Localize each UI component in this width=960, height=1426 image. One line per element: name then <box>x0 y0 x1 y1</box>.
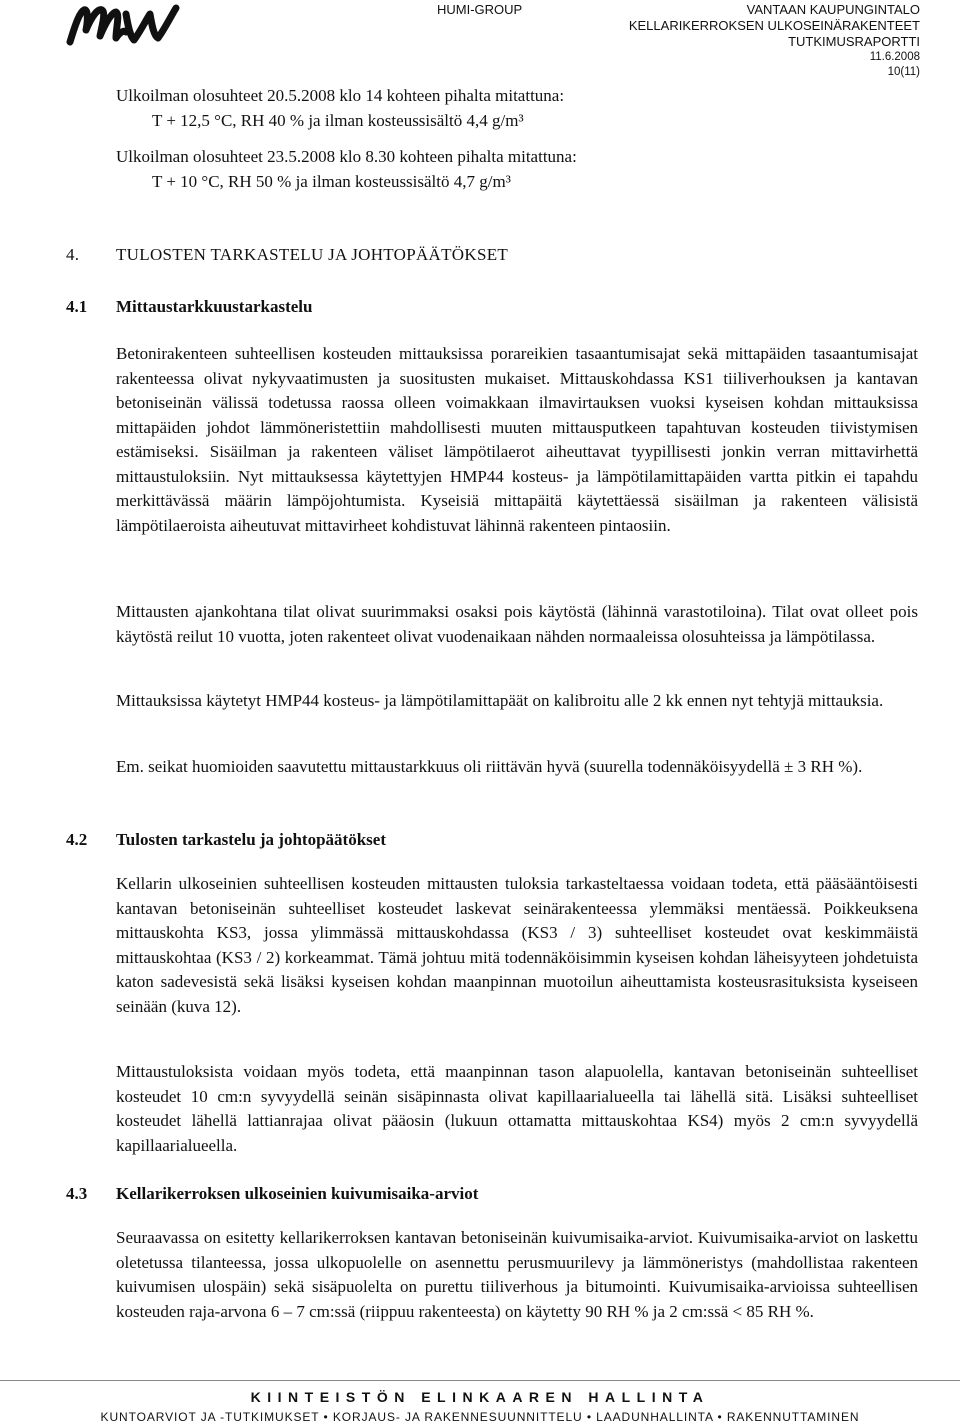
section-4-1-paragraph-2: Mittausten ajankohtana tilat olivat suurimmaksi osaksi pois käytöstä (lähinnä varastotiloina). Tilat ovat olleet pois käytöstä reilut 10 vuotta, joten rakenteet olivat vuodenaikaan nähden normaaleissa olosuhteissa ja lämpötilassa. <box>116 602 918 646</box>
conditions-1-line1: Ulkoilman olosuhteet 20.5.2008 klo 14 kohteen pihalta mitattuna: <box>116 86 565 105</box>
conditions-block-2 <box>116 145 918 194</box>
header-project: VANTAAN KAUPUNGINTALO <box>746 2 920 17</box>
section-4-3-paragraph-1: Seuraavassa on esitetty kellarikerroksen kantavan betoniseinän kuivumisaika-arviot. Kuivumisaika-arviot on laskettu oletetussa tilanteessa, jossa ulkopuolelle on asennettu perusmuurilevy ja lämmöneristys (mahdollistaa rakenteen kuivumisen ulospäin) sekä sisäpuolelta on purettu tiiliverhous ja bitumointi. Kuivumisaika-arvioissa suhteellisen kosteuden raja-arvona 6 – 7 cm:ssä (riippuu rakenteesta) on käytetty 90 RH % ja 2 cm:ssä < 85 RH %. <box>116 1228 918 1321</box>
header-date: 11.6.2008 <box>869 51 920 63</box>
section-4-2-paragraph-1: Kellarin ulkoseinien suhteellisen kosteuden mittausten tuloksia tarkasteltaessa voidaan todeta, että pääsääntöisesti kantavan betoniseinän suhteelliset kosteudet laskevat seinärakenteessa ylemmäksi mentäessä. Poikkeuksena mittauskohta KS3, jossa ylimmässä mittauskohdassa (KS3 / 3) suhteelliset kosteudet ovat keskimmäistä mittauskohtaa (KS3 / 2) korkeammat. Tämä johtuu mitä todennäköisimmin kyseisen kohdan läheisyyteen johdetuista katon sadevesistä sekä lisäksi kyseisen kohdan maanpinnan muotoilun aiheuttamista kosteusrasituksista kyseiseen seinään (kuva 12). <box>116 874 918 1016</box>
section-4-1-number: 4.1 <box>66 297 88 316</box>
section-4-1-paragraph-4: Em. seikat huomioiden saavutettu mittaustarkkuus oli riittävän hyvä (suurella todennäköisyydellä ± 3 RH %). <box>116 757 863 776</box>
header-info <box>629 2 920 80</box>
header-report-type: TUTKIMUSRAPORTTI <box>788 34 920 49</box>
section-4-title: TULOSTEN TARKASTELU JA JOHTOPÄÄTÖKSET <box>116 245 509 264</box>
section-4-3-number: 4.3 <box>66 1184 88 1203</box>
footer-services: KUNTOARVIOT JA -TUTKIMUKSET • KORJAUS- JA RAKENNESUUNNITTELU • LAADUNHALLINTA • RAKENNUTTAMINEN <box>100 1410 860 1424</box>
section-4-2-title: Tulosten tarkastelu ja johtopäätökset <box>116 830 386 849</box>
section-4-2-paragraph-2: Mittaustuloksista voidaan myös todeta, että maanpinnan tason alapuolella, kantavan betoniseinän suhteelliset kosteudet 10 cm:n syvyydellä seinän sisäpinnasta olivat kapillaarialueella tai lähellä sitä. Lisäksi suhteelliset kosteudet lähellä lattianrajaa olivat pääosin (lukuun ottamatta mittauskohtaa KS4) myös 2 cm:n syvyydellä kapillaarialueella. <box>116 1062 918 1155</box>
conditions-2-line2: T + 10 °C, RH 50 % ja ilman kosteussisältö 4,7 g/m³ <box>152 171 511 191</box>
section-4-1-paragraph-1: Betonirakenteen suhteellisen kosteuden mittauksissa porareikien tasaantumisajat sekä mittapäiden tasaantumisajat rakenteessa olivat nykyvaatimusten ja suositusten mukaiset. Mittauskohdassa KS1 tiiliverhouksen ja kantavan betoniseinän välissä todetussa raossa olleen voimakkaan ilmavirtauksen vuoksi kyseisen kohdan mittauksissa mittapäiden johdot lämmöneristettiin mahdollisesti muuten mittausputkeen tapahtuvan kosteuden tiivistymisen estämiseksi. Sisäilman ja rakenteen väliset lämpötilaerot aiheuttavat tyypillisesti jonkin verran mittavirhettä mittaustuloksiin. Nyt mittauksessa käytettyjen HMP44 kosteus- ja lämpötilamittapäiden vartta pitkin ei tapahdu merkittävässä määrin lämpöjohtumista. Kyseisiä mittapäitä käytettäessä sisäilman ja rakenteen välisistä lämpötilaeroista aiheutuvat mittavirheet kohdistuvat lähinnä rakenteen pintaosiin. <box>116 344 918 535</box>
header-company: HUMI-GROUP <box>437 2 523 17</box>
section-4-1-title: Mittaustarkkuustarkastelu <box>116 297 313 316</box>
header-page-number: 10(11) <box>887 66 920 78</box>
section-4-2-number: 4.2 <box>66 830 88 849</box>
section-4-2-heading <box>66 830 386 850</box>
footer-divider <box>0 1380 960 1381</box>
conditions-block-1 <box>116 84 918 133</box>
conditions-2-line1: Ulkoilman olosuhteet 23.5.2008 klo 8.30 kohteen pihalta mitattuna: <box>116 147 577 166</box>
section-4-3-title: Kellarikerroksen ulkoseinien kuivumisaika-arviot <box>116 1184 479 1203</box>
section-4-heading <box>66 245 508 265</box>
section-4-number: 4. <box>66 245 80 264</box>
header-subject: KELLARIKERROKSEN ULKOSEINÄRAKENTEET <box>628 18 920 33</box>
company-logo <box>66 2 182 48</box>
section-4-3-heading <box>66 1184 478 1204</box>
section-4-1-paragraph-3: Mittauksissa käytetyt HMP44 kosteus- ja lämpötilamittapäät on kalibroitu alle 2 kk ennen nyt tehtyjä mittauksia. <box>116 691 884 710</box>
section-4-1-heading <box>66 297 312 317</box>
footer-brand: KIINTEISTÖN ELINKAAREN HALLINTA <box>250 1389 710 1405</box>
conditions-1-line2: T + 12,5 °C, RH 40 % ja ilman kosteussisältö 4,4 g/m³ <box>152 110 524 130</box>
